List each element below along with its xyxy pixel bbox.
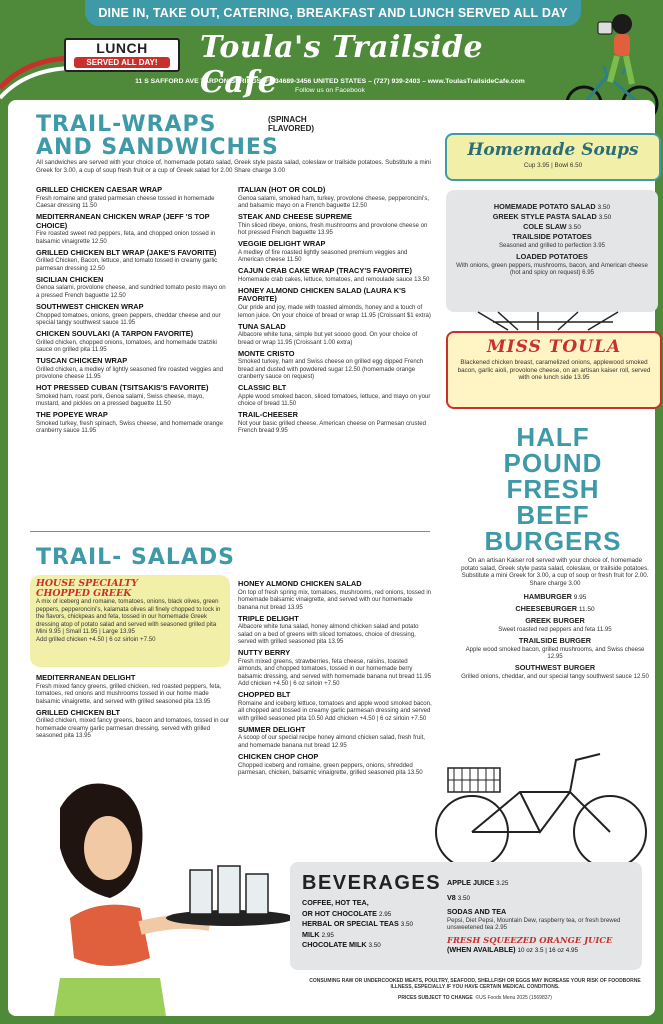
burger-item-desc: Grilled onions, cheddar, and our special tangy southwest sauce 12.50 xyxy=(461,672,649,680)
apple-juice: APPLE JUICE 3.25 xyxy=(447,878,509,887)
cafe-name: Toula's Trailside Cafe xyxy=(200,30,484,100)
menu-item-name: GRILLED CHICKEN BLT WRAP (JAKE'S FAVORITE) xyxy=(36,247,217,257)
burgers-title-word: BEEF xyxy=(516,500,590,530)
side-item-desc: Seasoned and grilled to perfection 3.95 xyxy=(498,242,606,249)
menu-item-name: CHICKEN SOUVLAKI (A TARPON FAVORITE) xyxy=(36,329,194,339)
beverage-item: MILK 2.95 xyxy=(302,929,334,939)
side-item: HOMEMADE POTATO SALAD 3.50 xyxy=(493,202,611,211)
menu-item-desc: Smoked turkey, ham and Swiss cheese on grilled egg dipped French bread and dusted with powdered sugar 12.50 (homemade orange cranberry sauce on request) xyxy=(238,358,424,381)
side-item: LOADED POTATOES xyxy=(516,251,588,261)
footer-credit: PRICES SUBJECT TO CHANGE ©US Foods Menu 2025 (1569837) xyxy=(398,994,552,1001)
menu-item xyxy=(238,240,434,264)
house-prices: Mini 9.95 | Small 11.95 | Large 13.95 xyxy=(36,628,135,635)
menu-item-name: STEAK AND CHEESE SUPREME xyxy=(238,212,352,222)
menu-item xyxy=(238,753,434,777)
menu-item-desc: Grilled Chicken, Bacon, lettuce, and tomato tossed in creamy garlic parmesan dressing 12.50 xyxy=(36,257,218,272)
sodas-desc: Pepsi, Diet Pepsi, Mountain Dew, raspberry tea, or fresh brewed unsweetened tea 2.95 xyxy=(447,916,621,931)
menu-item-desc: On top of fresh spring mix, tomatoes, mushrooms, red onions, tossed in homemade balsamic vinaigrette, and served with our homemade banana nut bread 13.95 xyxy=(238,588,432,611)
burgers-title xyxy=(458,424,648,554)
burger-item: SOUTHWEST BURGER xyxy=(514,662,596,672)
menu-item-name: SOUTHWEST CHICKEN WRAP xyxy=(36,301,144,311)
menu-item-name: TUSCAN CHICKEN WRAP xyxy=(36,356,128,366)
menu-item-name: HONEY ALMOND CHICKEN SALAD (LAURA K'S FAVORITE) xyxy=(238,285,406,304)
house-desc: A mix of iceberg and romaine, tomatoes, onions, black olives, green peppers, pepperoncini's, kalamata olives all finely chopped to lock in the flavors, chickpeas and feta, tossed in our homemade Greek dressing atop of potato salad and served with seasoned grilled pita xyxy=(36,598,221,628)
menu-item-desc: Homemade crab cakes, lettuce, tomatoes, and remoulade sauce 13.50 xyxy=(238,275,430,283)
menu-item-name: CLASSIC BLT xyxy=(238,383,287,393)
menu-item xyxy=(36,249,228,273)
menu-item-desc: Smoked ham, roast pork, Genoa salami, Swiss cheese, mayo, mustard, and pickles on a pressed baguette 11.50 xyxy=(36,392,204,408)
section-divider xyxy=(30,531,430,532)
food-warning: CONSUMING RAW OR UNDERCOOKED MEATS, POULTRY, SEAFOOD, SHELLFISH OR EGGS MAY INCREASE YOUR RISK OF FOODBORNE ILLNESS, ESPECIALLY IF YOU HAVE CERTAIN MEDICAL CONDITIONS. xyxy=(309,978,641,991)
beverage-item: HERBAL OR SPECIAL TEAS 3.50 xyxy=(302,919,414,928)
wraps-right-column xyxy=(238,186,434,438)
orange-juice-title: FRESH SQUEEZED ORANGE JUICE xyxy=(447,934,613,945)
menu-item xyxy=(36,276,228,300)
wraps-title-line1: TRAIL-WRAPS xyxy=(36,112,217,137)
soups-panel xyxy=(445,133,661,181)
menu-item xyxy=(238,691,434,722)
side-item-desc: With onions, green peppers, mushrooms, bacon, and American cheese (hot and spicy on request) 6.95 xyxy=(456,261,648,276)
menu-item-desc: Grilled chicken, chopped onions, tomatoes, and homemade tzatziki sauce on grilled pita 11.95 xyxy=(36,338,217,354)
menu-item xyxy=(36,384,228,408)
burgers-title-word: BURGERS xyxy=(484,526,622,556)
salads-left-column xyxy=(36,674,232,743)
menu-item xyxy=(36,330,228,354)
burgers-title-word: HALF xyxy=(516,422,590,452)
menu-item-name: CHOPPED BLT xyxy=(238,690,291,700)
menu-item-name: CAJUN CRAB CAKE WRAP (TRACY'S FAVORITE) xyxy=(238,266,412,276)
menu-item-name: HOT PRESSED CUBAN (TSITSAKIS'S FAVORITE) xyxy=(36,383,209,393)
house-title-2: CHOPPED GREEK xyxy=(36,587,132,599)
burgers-title-word: FRESH xyxy=(506,474,600,504)
lunch-label: LUNCH xyxy=(96,40,148,56)
menu-item xyxy=(238,411,434,435)
burger-item-desc: Sweet roasted red peppers and feta 11.95 xyxy=(498,626,612,634)
menu-item xyxy=(36,674,232,705)
menu-item-name: GRILLED CHICKEN BLT xyxy=(36,707,121,717)
menu-item-desc: Albacore white tuna salad, honey almond chicken salad and potato salad on a bed of greens with sliced tomatoes, choice of dressing, served with grilled seasoned pita 13.95 xyxy=(238,623,419,646)
menu-item-name: MEDITERRANEAN DELIGHT xyxy=(36,673,136,682)
menu-item-name: VEGGIE DELIGHT WRAP xyxy=(238,239,326,249)
miss-toula-desc: Blackened chicken breast, caramelized onions, applewood smoked bacon, garlic aioli, provolone cheese, on an artisan kaiser roll, served with one lunch side 13.95 xyxy=(457,359,651,382)
menu-item xyxy=(238,580,434,611)
menu-item-name: ITALIAN (HOT OR COLD) xyxy=(238,185,326,194)
menu-item-name: CHICKEN CHOP CHOP xyxy=(238,751,319,761)
menu-item-desc: Not your basic grilled cheese. American cheese on Parmesan crusted French bread 9.95 xyxy=(238,419,426,435)
menu-item-desc: A scoop of our special recipe honey almond chicken salad, fresh fruit, and homemade banana nut bread 12.95 xyxy=(238,734,425,749)
menu-item-name: SICILIAN CHICKEN xyxy=(36,274,104,284)
burger-item: GREEK BURGER xyxy=(525,616,585,626)
menu-item xyxy=(238,350,434,381)
menu-item-desc: Grilled chicken, a medley of lightly seasoned fire roasted veggies and provolone cheese 11.95 xyxy=(36,365,223,381)
menu-item-name: TUNA SALAD xyxy=(238,321,286,331)
menu-item-desc: Genoa salami, smoked ham, turkey, provolone cheese, pepperoncini's, and balsamic mayo on a French baguette 12.50 xyxy=(238,194,430,210)
menu-item xyxy=(238,323,434,347)
menu-item-name: SUMMER DELIGHT xyxy=(238,724,306,734)
burgers-section xyxy=(460,557,650,680)
menu-item xyxy=(36,709,232,740)
menu-item xyxy=(36,303,228,327)
menu-item-name: MONTE CRISTO xyxy=(238,348,295,358)
menu-item-name: TRAIL-CHEESER xyxy=(238,410,298,420)
bicycle-illustration xyxy=(420,740,650,870)
menu-item xyxy=(36,213,228,245)
wraps-title-note: (SPINACH FLAVORED) xyxy=(268,115,315,133)
menu-item xyxy=(238,384,434,408)
soups-price: Cup 3.95 | Bowl 6.50 xyxy=(523,162,583,169)
menu-item-desc: A medley of fire roasted lightly seasoned premium veggies and American cheese 11.50 xyxy=(238,248,408,264)
beverage-item: OR HOT CHOCOLATE 2.95 xyxy=(302,908,392,918)
house-addon: Add grilled chicken +4.50 | 6 oz sirloin +7.50 xyxy=(36,635,156,643)
menu-item xyxy=(238,287,434,319)
menu-item xyxy=(36,411,228,435)
menu-item xyxy=(238,267,434,283)
beverage-item: COFFEE, HOT TEA, xyxy=(302,898,369,907)
menu-item xyxy=(238,213,434,237)
beverage-item: CHOCOLATE MILK 3.50 xyxy=(302,940,381,949)
cafe-address-block xyxy=(80,77,580,95)
miss-toula-panel xyxy=(446,331,662,409)
side-item: TRAILSIDE POTATOES xyxy=(512,232,592,241)
menu-item xyxy=(238,615,434,646)
menu-item-desc: Genoa salami, provolone cheese, and sundried tomato pesto mayo on a pressed French baguette 12.50 xyxy=(36,284,226,299)
menu-item-name: HONEY ALMOND CHICKEN SALAD xyxy=(238,579,362,588)
cafe-address: 11 S SAFFORD AVE TARPON SPRINGS, FL 34689-3456 UNITED STATES – (727) 939-2403 – www.ToulasTrailsideCafe.com xyxy=(135,78,525,85)
menu-item-desc: Fire roasted sweet red peppers, feta, and chopped onion tossed in balsamic vinaigrette 12.50 xyxy=(36,230,216,245)
menu-item-name: TRIPLE DELIGHT xyxy=(238,613,299,623)
menu-item-desc: Fresh romaine and grated parmesan cheese tossed in homemade Caesar dressing 11.50 xyxy=(36,194,215,210)
burger-item-desc: Apple wood smoked bacon, grilled mushrooms, and Swiss cheese 12.95 xyxy=(465,645,645,661)
wraps-left-column xyxy=(36,186,228,438)
wraps-title-line2: AND SANDWICHES xyxy=(36,135,279,160)
v8-juice: V8 3.50 xyxy=(447,892,471,902)
sides-panel xyxy=(446,190,658,312)
beverages-title: BEVERAGES xyxy=(302,872,442,894)
menu-item xyxy=(36,357,228,381)
menu-item-desc: Fresh mixed fancy greens, grilled chicken, red roasted peppers, feta, tomatoes, red onions and mushrooms tossed in our home made balsamic vinaigrette, and served with grilled seasoned pita 13.95 xyxy=(36,682,222,705)
menu-item-desc: Chopped tomatoes, onions, green peppers, cheddar cheese and our special tangy southwest sauce 11.95 xyxy=(36,311,221,327)
menu-item-desc: Apple wood smoked bacon, sliced tomatoes, lettuce, and mayo on your choice of bread 11.50 xyxy=(238,392,431,408)
sodas-title: SODAS AND TEA xyxy=(447,907,507,916)
menu-item-name: GRILLED CHICKEN CAESAR WRAP xyxy=(36,185,163,194)
house-title-1: HOUSE SPECIALTY xyxy=(36,578,138,589)
menu-item-desc: Chopped iceberg and romaine, green peppers, onions, shredded parmesan, chicken, balsamic vinaigrette, grilled seasoned pita 13.50 xyxy=(238,761,423,777)
side-item: GREEK STYLE PASTA SALAD 3.50 xyxy=(492,212,612,221)
lunch-sign xyxy=(56,36,184,72)
menu-item xyxy=(238,726,434,750)
beverages-panel xyxy=(290,862,642,970)
lunch-sub-label: SERVED ALL DAY! xyxy=(74,57,170,68)
salads-title: TRAIL- SALADS xyxy=(36,545,235,570)
menu-item xyxy=(238,649,434,688)
house-specialty-panel xyxy=(30,575,230,667)
side-item: COLE SLAW 3.50 xyxy=(523,222,581,231)
menu-item-desc: Grilled chicken, mixed fancy greens, bacon and tomatoes, tossed in our homemade creamy garlic parmesan dressing, served with grilled seasoned pita 13.95 xyxy=(36,717,230,740)
menu-item-desc: Thin sliced ribeye, onions, fresh mushrooms and provolone cheese on hot pressed French baguette 13.95 xyxy=(238,221,428,237)
menu-item-desc: Smoked turkey, fresh spinach, Swiss cheese, and homemade orange cranberry sauce 11.95 xyxy=(36,419,223,435)
footer xyxy=(305,978,645,1001)
soups-title: Homemade Soups xyxy=(467,140,639,160)
burger-item: CHEESEBURGER 11.50 xyxy=(515,604,595,614)
menu-item-desc: Albacore white tuna, simple but yet soooo good. On your choice of bread or wrap 11.95 (Croissant 1.00 extra) xyxy=(238,331,418,346)
burgers-title-word: POUND xyxy=(503,448,603,478)
wheel-spokes-decoration xyxy=(478,312,628,332)
menu-item xyxy=(36,186,228,210)
burger-item: TRAILSIDE BURGER xyxy=(518,635,592,645)
miss-toula-title: MISS TOULA xyxy=(486,337,622,357)
menu-item-desc: Romaine and iceberg lettuce, tomatoes and apple wood smoked bacon, all chopped and tossed in creamy garlic parmesan dressing and served with grilled seasoned pita 10.50 Add chicken +4.50 | 6 oz sirloin +7.50 xyxy=(238,699,432,722)
menu-item-desc: Our pride and joy, made with toasted almonds, honey and a touch of lemon juice. On your choice of bread or wrap 11.95 (Croissant $1 extra) xyxy=(238,304,431,319)
wraps-intro: All sandwiches are served with your choice of, homemade potato salad, Greek style pasta salad, coleslaw or trailside potatoes. Substitute a mini Greek for 3.00, a cup of soup fresh fruit or a cup of Greek salad for 2.00 Share charge 3.00 xyxy=(36,159,431,174)
menu-item xyxy=(238,186,434,210)
menu-item-name: NUTTY BERRY xyxy=(238,648,291,658)
burger-item: HAMBURGER 9.95 xyxy=(523,592,587,602)
orange-juice-line: (WHEN AVAILABLE) 10 oz 3.5 | 16 oz 4.95 xyxy=(447,944,578,954)
burgers-intro: On an artisan Kaiser roll served with your choice of, homemade potato salad, Greek style pasta salad, coleslaw, or trailside potatoes. Substitute a mini Greek for 3.00, a cup of soup or fresh fruit for 2.00. Share charge 3.00 xyxy=(461,557,649,587)
facebook-note: Follow us on Facebook xyxy=(295,87,365,94)
top-banner: DINE IN, TAKE OUT, CATERING, BREAKFAST AND LUNCH SERVED ALL DAY xyxy=(85,0,581,26)
menu-item-name: MEDITERRANEAN CHICKEN WRAP (JEFF 'S TOP CHOICE) xyxy=(36,212,210,230)
waitress-illustration xyxy=(40,778,290,1016)
salads-right-column xyxy=(238,580,434,780)
menu-item-desc: Fresh mixed greens, strawberries, feta cheese, raisins, toasted almonds, and chopped tomatoes, tossed in our homemade berry balsamic dressing, and served with homemade banana nut bread 11.95 Add chicken +4.50 | 6 oz sirloin +7.50 xyxy=(238,657,431,688)
menu-item-name: THE POPEYE WRAP xyxy=(36,410,108,420)
